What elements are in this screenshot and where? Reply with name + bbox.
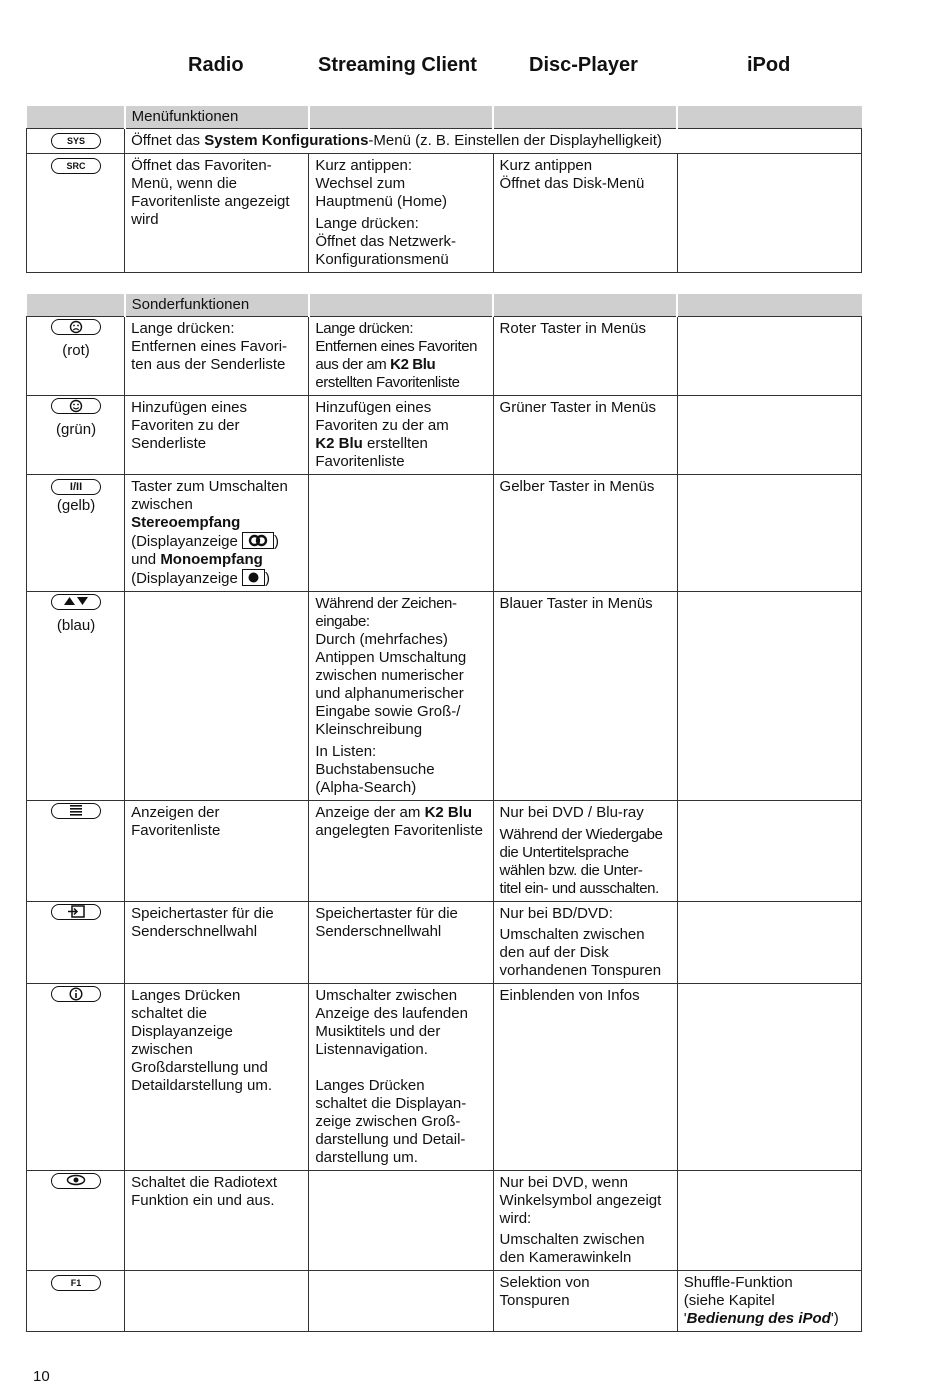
src-ipod [677, 154, 861, 273]
up-down-arrows-icon [51, 594, 101, 610]
eye-radio: Schaltet die Radiotext Funktion ein und aus. [125, 1171, 309, 1271]
section-title: Sonderfunktionen [125, 294, 309, 317]
blue-disc: Blauer Taster in Menüs [493, 592, 677, 801]
table-row [27, 317, 862, 396]
green-radio: Hinzufügen eines Favoriten zu der Senderliste [125, 396, 309, 475]
key-color-label: (gelb) [56, 497, 96, 514]
list-streaming: Anzeige der am K2 Blu angelegten Favoritenliste [309, 801, 493, 902]
page-number: 10 [33, 1368, 50, 1385]
f1-ipod: Shuffle-Funktion (siehe Kapitel 'Bedienung des iPod') [677, 1271, 861, 1332]
table-row [27, 902, 862, 984]
table-row [27, 984, 862, 1171]
table-row [27, 801, 862, 902]
sad-face-icon [51, 319, 101, 335]
yellow-radio: Taster zum Umschalten zwischen Stereoempfang (Displayanzeige ) und Monoempfang (Displayanzeige ) [125, 475, 309, 592]
table-row [27, 475, 862, 592]
green-streaming: Hinzufügen eines Favoriten zu der am K2 Blu erstellten Favoritenliste [309, 396, 493, 475]
info-disc: Einblenden von Infos [493, 984, 677, 1171]
src-key-icon: SRC [51, 158, 101, 174]
store-disc: Nur bei BD/DVD: Umschalten zwischen den auf der Disk vorhandenen Tonspuren [493, 902, 677, 984]
info-icon [51, 986, 101, 1002]
src-radio: Öffnet das Favoriten- Menü, wenn die Favoritenliste angezeigt wird [125, 154, 309, 273]
key-color-label: (blau) [56, 617, 96, 634]
header-streaming-client: Streaming Client [318, 54, 477, 76]
key-color-label: (grün) [56, 421, 97, 438]
src-disc: Kurz antippen Öffnet das Disk-Menü [493, 154, 677, 273]
menu-functions-table [26, 106, 862, 273]
info-radio: Langes Drücken schaltet die Displayanzeige zwischen Großdarstellung und Detaildarstellung um. [125, 984, 309, 1171]
column-headers [0, 54, 950, 84]
store-radio: Speichertaster für die Senderschnellwahl [125, 902, 309, 984]
key-color-label: (rot) [62, 342, 90, 359]
list-radio: Anzeigen der Favoritenliste [125, 801, 309, 902]
header-radio: Radio [188, 54, 244, 76]
f1-disc: Selektion von Tonspuren [493, 1271, 677, 1332]
header-disc-player: Disc-Player [529, 54, 638, 76]
f1-key-icon: F1 [51, 1275, 101, 1291]
table-row [27, 1171, 862, 1271]
header-ipod: iPod [747, 54, 791, 76]
src-streaming: Kurz antippen: Wechsel zum Hauptmenü (Home) Lange drücken: Öffnet das Netzwerk- Konfigurationsmenü [309, 154, 493, 273]
section-title: Menüfunktionen [125, 106, 309, 129]
sys-key-icon: SYS [51, 133, 101, 149]
list-disc: Nur bei DVD / Blu-ray Während der Wiedergabe die Untertitelsprache wählen bzw. die Unter- titel ein- und ausschalten. [493, 801, 677, 902]
sys-description: Öffnet das System Konfigurations-Menü (z. B. Einstellen der Displayhelligkeit) [125, 129, 862, 154]
red-disc: Roter Taster in Menüs [493, 317, 677, 396]
table-row [27, 1271, 862, 1332]
stereo-icon [242, 532, 274, 549]
blue-streaming: Während der Zeichen- eingabe: Durch (mehrfaches) Antippen Umschaltung zwischen numerischer und alphanumerischer Eingabe sowie Groß-/ Kleinschreibung In Listen: Buchstabensuche (Alpha-Search) [309, 592, 493, 801]
special-functions-table [26, 294, 862, 1332]
store-streaming: Speichertaster für die Senderschnellwahl [309, 902, 493, 984]
red-radio: Lange drücken: Entfernen eines Favori- ten aus der Senderliste [125, 317, 309, 396]
red-streaming: Lange drücken: Entfernen eines Favoriten aus der am K2 Blu erstellten Favoritenliste [309, 317, 493, 396]
table-row [27, 396, 862, 475]
table-row [27, 592, 862, 801]
mono-icon [242, 569, 265, 586]
yellow-disc: Gelber Taster in Menüs [493, 475, 677, 592]
stereo-mono-key-icon: I/II [51, 479, 101, 495]
eye-icon [51, 1173, 101, 1189]
list-icon [51, 803, 101, 819]
info-streaming: Umschalter zwischen Anzeige des laufenden Musiktitels und der Listennavigation. Langes Drücken schaltet die Displayan- zeige zwischen Groß- darstellung und Detail- darstellung um. [309, 984, 493, 1171]
smile-face-icon [51, 398, 101, 414]
eye-disc: Nur bei DVD, wenn Winkelsymbol angezeigt wird: Umschalten zwischen den Kamerawinkeln [493, 1171, 677, 1271]
store-icon [51, 904, 101, 920]
green-disc: Grüner Taster in Menüs [493, 396, 677, 475]
